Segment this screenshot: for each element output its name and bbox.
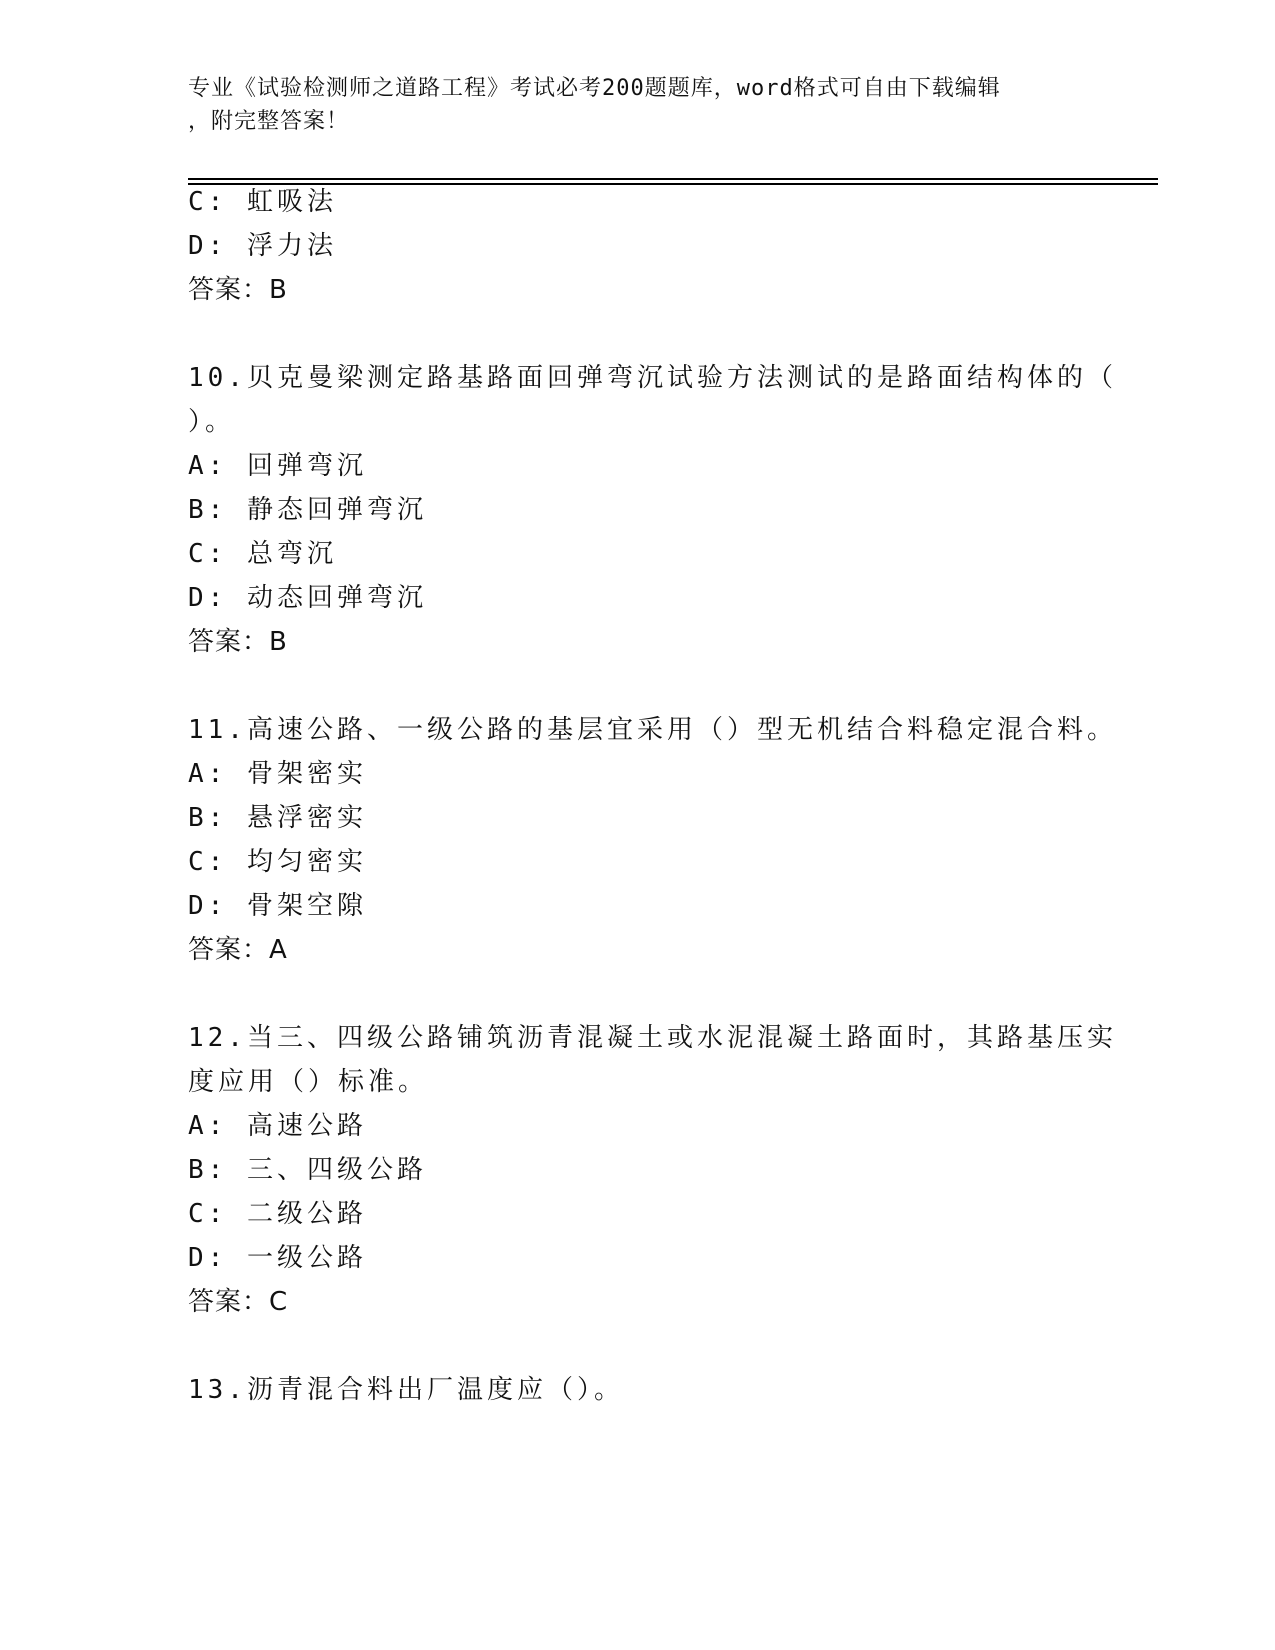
q10-option-d: D: 动态回弹弯沉	[188, 583, 427, 613]
q10-option-c: C: 总弯沉	[188, 539, 337, 569]
q10-option-b: B: 静态回弹弯沉	[188, 495, 427, 525]
q10-stem-continued: ）。	[188, 407, 236, 437]
q10-answer: 答案：B	[188, 627, 288, 657]
prev-option-c: C: 虹吸法	[188, 187, 337, 217]
q11-answer: 答案：A	[188, 935, 288, 965]
q12-option-b: B: 三、四级公路	[188, 1155, 427, 1185]
q12-option-d: D: 一级公路	[188, 1243, 367, 1273]
q10-stem: 10.贝克曼梁测定路基路面回弹弯沉试验方法测试的是路面结构体的（	[188, 363, 1117, 393]
q10-option-a: A: 回弹弯沉	[188, 451, 367, 481]
prev-option-d: D: 浮力法	[188, 231, 337, 261]
header-divider	[188, 178, 1158, 180]
q12-option-a: A: 高速公路	[188, 1111, 367, 1141]
prev-answer: 答案：B	[188, 275, 288, 305]
q12-answer: 答案：C	[188, 1287, 289, 1317]
q11-option-b: B: 悬浮密实	[188, 803, 367, 833]
q11-option-a: A: 骨架密实	[188, 759, 367, 789]
q12-stem-continued: 度应用（）标准。	[188, 1067, 429, 1097]
q11-option-c: C: 均匀密实	[188, 847, 367, 877]
document-header: 专业《试验检测师之道路工程》考试必考200题题库，word格式可自由下载编辑 ，附完整答案！	[188, 76, 1001, 134]
q11-stem: 11.高速公路、一级公路的基层宜采用（）型无机结合料稳定混合料。	[188, 715, 1117, 745]
q12-option-c: C: 二级公路	[188, 1199, 367, 1229]
q13-stem: 13.沥青混合料出厂温度应（）。	[188, 1375, 624, 1405]
q12-stem: 12.当三、四级公路铺筑沥青混凝土或水泥混凝土路面时，其路基压实	[188, 1023, 1117, 1053]
q11-option-d: D: 骨架空隙	[188, 891, 367, 921]
